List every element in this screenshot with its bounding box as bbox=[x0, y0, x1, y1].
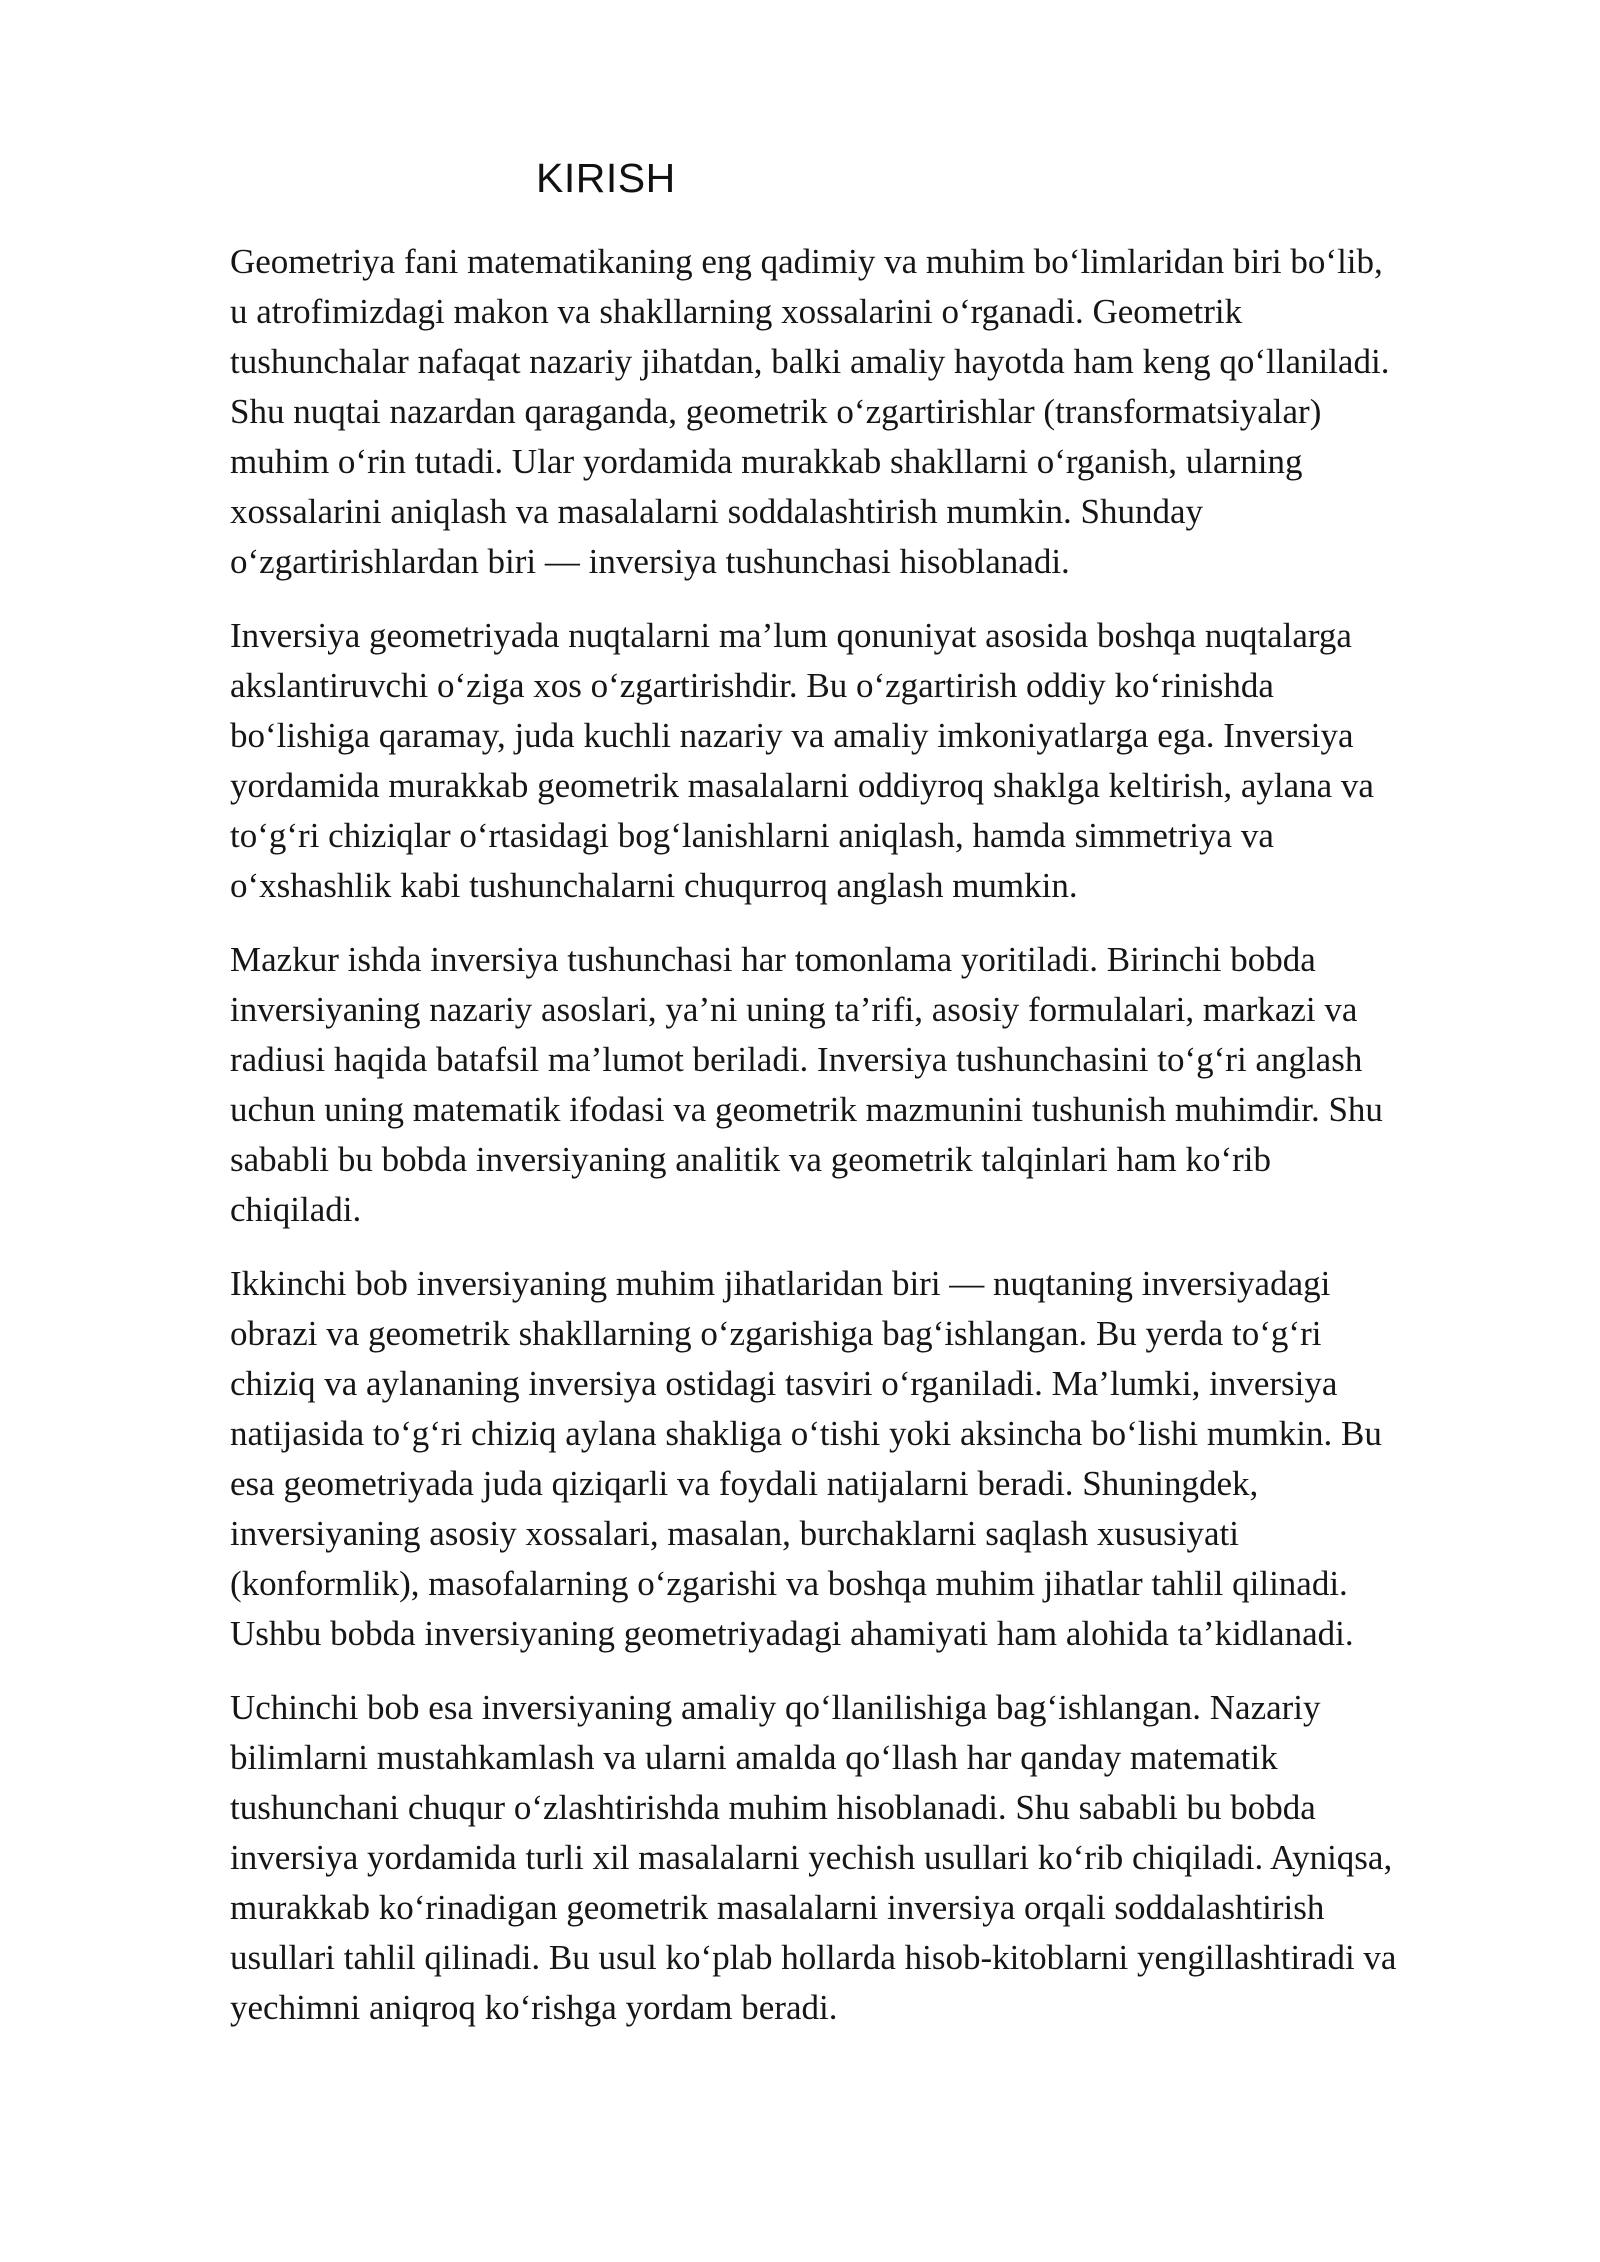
paragraph-chapter-three: Uchinchi bob esa inversiyaning amaliy qo‘llanilishiga bag‘ishlangan. Nazariy bilimlarni mustahkamlash va ularni amalda qo‘llash har qanday matematik tushunchani chuqur o‘zlashtirishda muhim hisoblanadi. Shu sababli bu bobda inversiya yordamida turli xil masalalarni yechish usullari ko‘rib chiqiladi. Ayniqsa, murakkab ko‘rinadigan geometrik masalalarni inversiya orqali soddalashtirish usullari tahlil qilinadi. Bu usul ko‘plab hollarda hisob-kitoblarni yengillashtiradi va yechimni aniqroq ko‘rishga yordam beradi. bbox=[230, 1688, 1397, 2027]
paragraph-intro: Geometriya fani matematikaning eng qadimiy va muhim bo‘limlaridan biri bo‘lib, u atrofimizdagi makon va shakllarning xossalarini o‘rganadi. Geometrik tushunchalar nafaqat nazariy jihatdan, balki amaliy hayotda ham keng qo‘llaniladi. Shu nuqtai nazardan qaraganda, geometrik o‘zgartirishlar (transformatsiyalar) muhim o‘rin tutadi. Ular yordamida murakkab shakllarni o‘rganish, ularning xossalarini aniqlash va masalalarni soddalashtirish mumkin. Shunday o‘zgartirishlardan biri — inversiya tushunchasi hisoblanadi. bbox=[230, 242, 1390, 581]
document-body bbox=[230, 237, 1500, 2057]
paragraph-chapter-two: Ikkinchi bob inversiyaning muhim jihatlaridan biri — nuqtaning inversiyadagi obrazi va geometrik shakllarning o‘zgarishiga bag‘ishlangan. Bu yerda to‘g‘ri chiziq va aylananing inversiya ostidagi tasviri o‘rganiladi. Ma’lumki, inversiya natijasida to‘g‘ri chiziq aylana shakliga o‘tishi yoki aksincha bo‘lishi mumkin. Bu esa geometriyada juda qiziqarli va foydali natijalarni beradi. Shuningdek, inversiyaning asosiy xossalari, masalan, burchaklarni saqlash xususiyati (konformlik), masofalarning o‘zgarishi va boshqa muhim jihatlar tahlil qilinadi. Ushbu bobda inversiyaning geometriyadagi ahamiyati ham alohida ta’kidlanadi. bbox=[230, 1264, 1382, 1653]
paragraph-inversion-definition: Inversiya geometriyada nuqtalarni ma’lum qonuniyat asosida boshqa nuqtalarga akslantiruvchi o‘ziga xos o‘zgartirishdir. Bu o‘zgartirish oddiy ko‘rinishda bo‘lishiga qaramay, juda kuchli nazariy va amaliy imkoniyatlarga ega. Inversiya yordamida murakkab geometrik masalalarni oddiyroq shaklga keltirish, aylana va to‘g‘ri chiziqlar o‘rtasidagi bog‘lanishlarni aniqlash, hamda simmetriya va o‘xshashlik kabi tushunchalarni chuqurroq anglash mumkin. bbox=[230, 616, 1374, 905]
paragraph-chapter-one: Mazkur ishda inversiya tushunchasi har tomonlama yoritiladi. Birinchi bobda inversiyaning nazariy asoslari, ya’ni uning ta’rifi, asosiy formulalari, markazi va radiusi haqida batafsil ma’lumot beriladi. Inversiya tushunchasini to‘g‘ri anglash uchun uning matematik ifodasi va geometrik mazmunini tushunish muhimdir. Shu sababli bu bobda inversiyaning analitik va geometrik talqinlari ham ko‘rib chiqiladi. bbox=[230, 940, 1383, 1229]
page-title: KIRISH bbox=[536, 155, 676, 201]
